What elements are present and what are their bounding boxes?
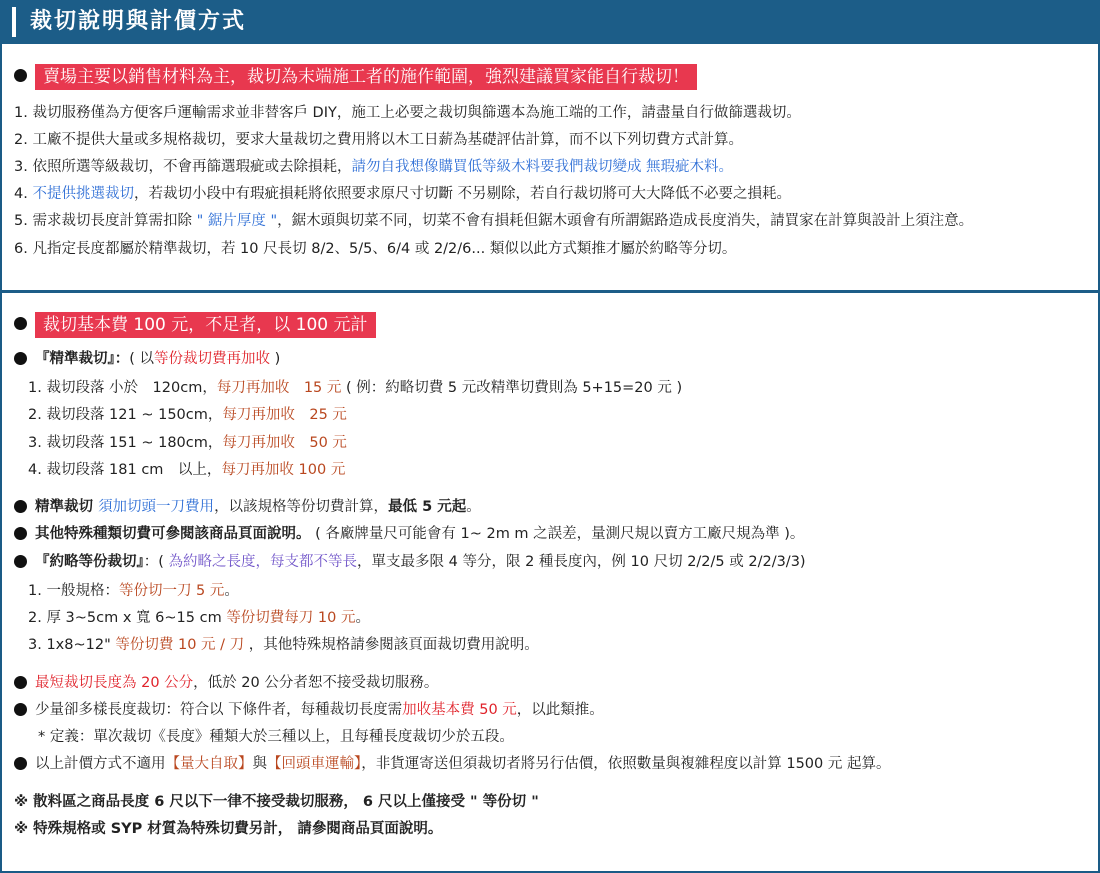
special-fee-title: 其他特殊種類切費可參閱該商品頁面說明。 xyxy=(35,526,311,542)
minimum-length-note xyxy=(14,672,438,694)
rule-item-5-text-b: ，鋸木頭與切菜不同，切菜不會有損耗但鋸木頭會有所謂鋸路造成長度消失，請買家在計算與設計上須注意。 xyxy=(277,213,974,229)
rule-item-4-emphasis: 不提供挑選裁切 xyxy=(32,186,134,202)
rule-item-5 xyxy=(14,210,973,232)
section1-banner xyxy=(14,63,697,89)
exception-text-b: ，非貨運寄送但須裁切者將另行估價，依照數量與複雜程度以計算 1500 元 起算。 xyxy=(361,756,891,772)
section-divider xyxy=(0,290,1100,293)
bulk-area-note: ※ 散料區之商品長度 6 尺以下一律不接受裁切服務， 6 尺以上僅接受 " 等份切 " xyxy=(14,794,539,810)
bullet-icon xyxy=(14,555,27,568)
section2-banner-text: 裁切基本費 100 元，不足者，以 100 元計 xyxy=(35,312,376,338)
approx-item-3 xyxy=(28,634,539,656)
page-header xyxy=(0,0,1100,44)
bullet-icon xyxy=(14,500,27,513)
definition-note: * 定義：單次裁切《長度》種類大於三種以上，且每種長度裁切少於五段。 xyxy=(38,729,514,745)
precise-cut-title: 『精準裁切』： xyxy=(35,351,130,367)
precise-item-1-range: 1. 裁切段落 小於 120cm， xyxy=(28,380,217,396)
exception-and: 與 xyxy=(252,756,267,772)
exception-pickup: 【量大自取】 xyxy=(165,756,253,772)
approx-cut-title: 『約略等份裁切』 xyxy=(35,554,144,570)
approx-item-1-end: 。 xyxy=(224,583,239,599)
bullet-icon xyxy=(14,527,27,540)
precise-item-2 xyxy=(28,404,347,426)
precise-note-title: 精準裁切 xyxy=(35,499,99,515)
section1-banner-text: 賣場主要以銷售材料為主，裁切為末端施工者的施作範圍，強烈建議買家能自行裁切！ xyxy=(35,64,697,90)
rule-item-2: 2. 工廠不提供大量或多規格裁切，要求大量裁切之費用將以木工日薪為基礎評估計算，而不以下列切費方式計算。 xyxy=(14,132,743,148)
approx-item-2-fee: 等份切費每刀 10 元 xyxy=(226,610,356,626)
approx-item-1 xyxy=(28,580,239,602)
bullet-icon xyxy=(14,703,27,716)
approx-item-3-end: ，其他特殊規格請參閱該頁面裁切費用說明。 xyxy=(244,637,539,653)
approx-cut-emphasis: 為約略之長度，每支都不等長 xyxy=(168,554,358,570)
approx-item-1-fee: 等份切一刀 5 元 xyxy=(118,583,225,599)
multi-length-end: ，以此類推。 xyxy=(516,702,604,718)
precise-item-1 xyxy=(28,377,682,399)
syp-note: ※ 特殊規格或 SYP 材質為特殊切費另計， 請參閱商品頁面說明。 xyxy=(14,821,443,837)
multi-length-note xyxy=(14,699,604,721)
precise-item-2-fee: 每刀再加收 25 元 xyxy=(222,407,347,423)
approx-cut-heading xyxy=(14,551,806,573)
precise-item-3-fee: 每刀再加收 50 元 xyxy=(222,435,347,451)
precise-note-text: ，以該規格等份切費計算， xyxy=(214,499,389,515)
approx-cut-paren: ：( xyxy=(143,554,169,570)
precise-item-2-range: 2. 裁切段落 121 ~ 150cm， xyxy=(28,407,223,423)
approx-item-3-spec: 3. 1x8~12" xyxy=(28,637,116,653)
page-title: 裁切說明與計價方式 xyxy=(30,9,247,34)
precise-note-emphasis: 須加切頭一刀費用 xyxy=(98,499,215,515)
precise-item-4-range: 4. 裁切段落 181 cm 以上， xyxy=(28,462,222,478)
rule-item-3-text: 3. 依照所選等級裁切，不會再篩選瑕疵或去除損耗， xyxy=(14,159,352,175)
special-fee-note xyxy=(14,523,804,545)
bullet-icon xyxy=(14,757,27,770)
bullet-icon xyxy=(14,676,27,689)
precise-note-minimum: 最低 5 元起 xyxy=(388,499,467,515)
rule-item-6: 6. 凡指定長度都屬於精準裁切，若 10 尺長切 8/2、5/5、6/4 或 2/2/6... 類似以此方式類推才屬於約略等分切。 xyxy=(14,241,737,257)
approx-item-2 xyxy=(28,607,370,629)
precise-cut-paren-open: ( 以 xyxy=(129,351,155,367)
rule-item-4-text: ，若裁切小段中有瑕疵損耗將依照要求原尺寸切斷 不另剔除，若自行裁切將可大大降低不必要之損耗。 xyxy=(133,186,792,202)
approx-item-2-spec: 2. 厚 3~5cm x 寬 6~15 cm xyxy=(28,610,227,626)
approx-item-3-fee: 等份切費 10 元 / 刀 xyxy=(115,637,245,653)
minimum-length-text: ，低於 20 公分者恕不接受裁切服務。 xyxy=(193,675,439,691)
rule-item-1: 1. 裁切服務僅為方便客戶運輸需求並非替客戶 DIY，施工上必要之裁切與篩選本為施工端的工作，請盡量自行做篩選裁切。 xyxy=(14,105,801,121)
precise-cut-emphasis: 等份裁切費再加收 xyxy=(154,351,271,367)
approx-cut-text: ，單支最多限 4 等分，限 2 種長度內，例 10 尺切 2/2/5 或 2/2/3/3) xyxy=(357,554,806,570)
rule-item-3 xyxy=(14,156,733,178)
bullet-icon xyxy=(14,317,27,330)
exception-note xyxy=(14,753,890,775)
precise-cut-heading xyxy=(14,348,280,370)
rule-item-5-emphasis: " 鋸片厚度 " xyxy=(196,213,278,229)
rule-item-5-text-a: 5. 需求裁切長度計算需扣除 xyxy=(14,213,197,229)
precise-item-4 xyxy=(28,459,345,481)
rule-item-4 xyxy=(14,183,791,205)
special-fee-text: ( 各廠牌量尺可能會有 1~ 2m m 之誤差，量測尺規以賣方工廠尺規為準 )。 xyxy=(310,526,805,542)
precise-item-1-fee: 每刀再加收 15 元 xyxy=(216,380,342,396)
precise-note-end: 。 xyxy=(466,499,481,515)
multi-length-emphasis: 加收基本費 50 元 xyxy=(402,702,517,718)
bullet-icon xyxy=(14,352,27,365)
precise-item-1-example: ( 例：約略切費 5 元改精準切費則為 5+15=20 元 ) xyxy=(341,380,683,396)
rule-item-4-number: 4. xyxy=(14,186,33,202)
exception-text-a: 以上計價方式不適用 xyxy=(35,756,166,772)
bullet-icon xyxy=(14,69,27,82)
precise-item-4-fee: 每刀再加收 100 元 xyxy=(221,462,346,478)
rule-item-3-emphasis: 請勿自我想像購買低等級木料要我們裁切變成 無瑕疵木料。 xyxy=(351,159,734,175)
multi-length-text: 少量卻多樣長度裁切：符合以 下條件者，每種裁切長度需 xyxy=(35,702,403,718)
approx-item-1-spec: 1. 一般規格： xyxy=(28,583,119,599)
precise-head-fee-note xyxy=(14,496,481,518)
precise-item-3-range: 3. 裁切段落 151 ~ 180cm， xyxy=(28,435,223,451)
minimum-length-emphasis: 最短裁切長度為 20 公分 xyxy=(35,675,194,691)
exception-return-truck: 【回頭車運輸】 xyxy=(267,756,362,772)
precise-item-3 xyxy=(28,432,347,454)
precise-cut-paren-close: ) xyxy=(270,351,281,367)
approx-item-2-end: 。 xyxy=(355,610,370,626)
section2-banner xyxy=(14,311,376,337)
header-accent-bar xyxy=(12,7,16,37)
